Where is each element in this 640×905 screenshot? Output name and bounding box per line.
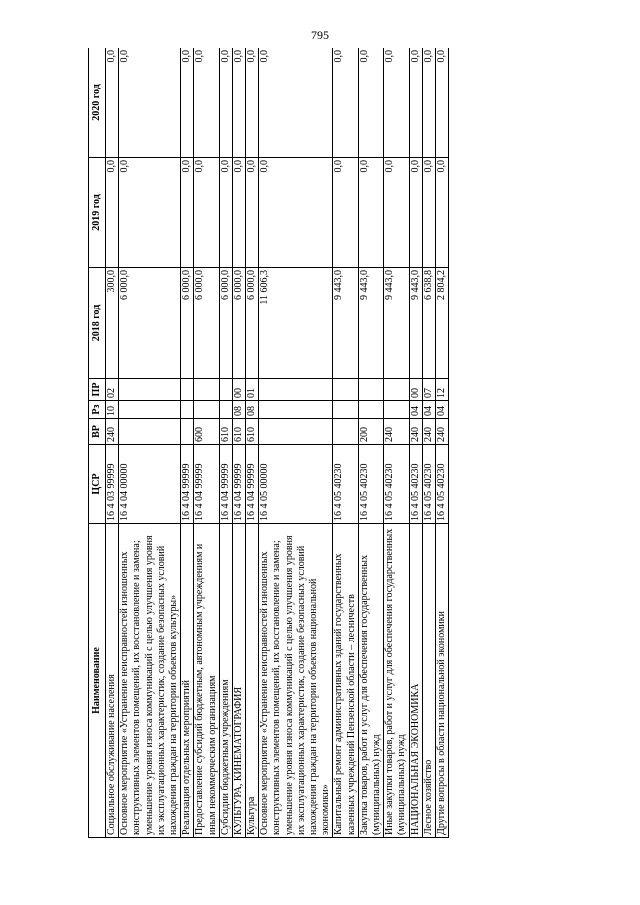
table-row <box>219 48 232 838</box>
cell-name: Иные закупки товаров, работ и услуг для обеспечения государственных (муниципальных) нужд <box>384 524 409 838</box>
table-row <box>409 48 422 838</box>
cell-2019: 0,0 <box>119 158 181 268</box>
cell-pr <box>259 379 333 401</box>
cell-2019: 0,0 <box>246 158 259 268</box>
cell-rz <box>333 401 358 419</box>
table-row <box>181 48 194 838</box>
table-row <box>106 48 119 838</box>
cell-vr: 200 <box>358 419 383 445</box>
cell-pr <box>384 379 409 401</box>
cell-rz: 08 <box>232 401 245 419</box>
cell-rz: 04 <box>435 401 448 419</box>
header-rz: Рз <box>89 401 106 419</box>
cell-csr: 16 4 04 99999 <box>219 445 232 524</box>
table-row <box>422 48 435 838</box>
cell-vr: 240 <box>384 419 409 445</box>
cell-pr <box>333 379 358 401</box>
cell-name: Капитальный ремонт административных зданий государственных казенных учреждений Пензенской области – лесничеств <box>333 524 358 838</box>
table-row <box>384 48 409 838</box>
cell-2020: 0,0 <box>106 48 119 158</box>
cell-2018: 9 443,0 <box>409 268 422 379</box>
cell-2018: 9 443,0 <box>384 268 409 379</box>
cell-vr <box>259 419 333 445</box>
cell-2019: 0,0 <box>333 158 358 268</box>
cell-csr: 16 4 05 00000 <box>259 445 333 524</box>
table-row <box>119 48 181 838</box>
cell-pr <box>119 379 181 401</box>
cell-csr: 16 4 03 99999 <box>106 445 119 524</box>
cell-pr: 00 <box>232 379 245 401</box>
cell-2018: 6 000,0 <box>119 268 181 379</box>
cell-csr: 16 4 05 40230 <box>358 445 383 524</box>
header-2020: 2020 год <box>89 48 106 158</box>
cell-2019: 0,0 <box>259 158 333 268</box>
cell-2020: 0,0 <box>219 48 232 158</box>
cell-vr <box>119 419 181 445</box>
cell-2018: 2 804,2 <box>435 268 448 379</box>
cell-rz: 04 <box>422 401 435 419</box>
cell-name: Субсидии бюджетным учреждениям <box>219 524 232 838</box>
cell-2020: 0,0 <box>384 48 409 158</box>
cell-2020: 0,0 <box>422 48 435 158</box>
cell-rz: 10 <box>106 401 119 419</box>
cell-name: Лесное хозяйство <box>422 524 435 838</box>
cell-rz <box>358 401 383 419</box>
cell-2019: 0,0 <box>106 158 119 268</box>
table-row <box>333 48 358 838</box>
cell-2019: 0,0 <box>409 158 422 268</box>
cell-pr: 12 <box>435 379 448 401</box>
cell-rz: 04 <box>409 401 422 419</box>
cell-name: Социальное обслуживание населения <box>106 524 119 838</box>
cell-2020: 0,0 <box>246 48 259 158</box>
cell-name: Предоставление субсидий бюджетным, автономным учреждениям и иным некоммерческим организациям <box>194 524 219 838</box>
cell-csr: 16 4 04 99999 <box>232 445 245 524</box>
cell-2018: 300,0 <box>106 268 119 379</box>
cell-vr <box>333 419 358 445</box>
cell-name: Основное мероприятие «Устранение неисправностей изношенных конструктивных элементов помещений, их восстановление и замена; уменьшение уровня износа коммуникаций с целью улучшения уровня их эксплуатационных характеристик, создание безопасных условий нахождения граждан на территории объектов национальной экономики» <box>259 524 333 838</box>
cell-2019: 0,0 <box>194 158 219 268</box>
cell-2020: 0,0 <box>409 48 422 158</box>
cell-2020: 0,0 <box>259 48 333 158</box>
table-body <box>106 48 449 838</box>
cell-vr: 610 <box>246 419 259 445</box>
cell-2019: 0,0 <box>384 158 409 268</box>
cell-pr: 01 <box>246 379 259 401</box>
cell-name: Закупка товаров, работ и услуг для обеспечения государственных (муниципальных) нужд <box>358 524 383 838</box>
cell-2018: 6 000,0 <box>219 268 232 379</box>
cell-csr: 16 4 05 40230 <box>333 445 358 524</box>
cell-pr: 07 <box>422 379 435 401</box>
cell-csr: 16 4 04 99999 <box>194 445 219 524</box>
cell-vr: 610 <box>232 419 245 445</box>
cell-rz <box>219 401 232 419</box>
cell-csr: 16 4 04 99999 <box>246 445 259 524</box>
cell-rz <box>259 401 333 419</box>
cell-vr: 610 <box>219 419 232 445</box>
cell-2020: 0,0 <box>119 48 181 158</box>
cell-name: Реализация отдельных мероприятий <box>181 524 194 838</box>
cell-2020: 0,0 <box>333 48 358 158</box>
cell-2019: 0,0 <box>181 158 194 268</box>
header-pr: ПР <box>89 379 106 401</box>
cell-csr: 16 4 05 40230 <box>422 445 435 524</box>
table-row <box>435 48 448 838</box>
cell-vr: 240 <box>422 419 435 445</box>
cell-2020: 0,0 <box>181 48 194 158</box>
cell-2019: 0,0 <box>435 158 448 268</box>
table-header-row <box>89 48 106 838</box>
cell-vr: 240 <box>409 419 422 445</box>
cell-pr: 02 <box>106 379 119 401</box>
cell-2018: 6 638,8 <box>422 268 435 379</box>
table-row <box>358 48 383 838</box>
cell-2018: 6 000,0 <box>194 268 219 379</box>
cell-csr: 16 4 04 99999 <box>181 445 194 524</box>
cell-csr: 16 4 05 40230 <box>384 445 409 524</box>
cell-rz <box>119 401 181 419</box>
cell-name: НАЦИОНАЛЬНАЯ ЭКОНОМИКА <box>409 524 422 838</box>
cell-vr: 240 <box>435 419 448 445</box>
cell-vr: 600 <box>194 419 219 445</box>
table-row <box>232 48 245 838</box>
cell-2018: 6 000,0 <box>232 268 245 379</box>
cell-rz <box>181 401 194 419</box>
cell-pr <box>194 379 219 401</box>
cell-name: Культура <box>246 524 259 838</box>
cell-rz: 08 <box>246 401 259 419</box>
cell-name: Основное мероприятие «Устранение неисправностей изношенных конструктивных элементов помещений, их восстановление и замена; уменьшение уровня износа коммуникаций с целью улучшения уровня их эксплуатационных характеристик, создание безопасных условий нахождения граждан на территории объектов культуры» <box>119 524 181 838</box>
cell-name: КУЛЬТУРА, КИНЕМАТОГРАФИЯ <box>232 524 245 838</box>
table-row <box>259 48 333 838</box>
cell-2019: 0,0 <box>219 158 232 268</box>
cell-2019: 0,0 <box>358 158 383 268</box>
table-wrapper <box>88 48 563 838</box>
cell-2019: 0,0 <box>422 158 435 268</box>
cell-2018: 9 443,0 <box>358 268 383 379</box>
cell-pr: 00 <box>409 379 422 401</box>
page-number: 795 <box>311 28 329 42</box>
cell-2018: 11 606,3 <box>259 268 333 379</box>
cell-csr: 16 4 05 40230 <box>435 445 448 524</box>
cell-pr <box>219 379 232 401</box>
header-csr: ЦСР <box>89 445 106 524</box>
cell-vr: 240 <box>106 419 119 445</box>
cell-csr: 16 4 04 00000 <box>119 445 181 524</box>
header-vr: ВР <box>89 419 106 445</box>
cell-2018: 6 000,0 <box>181 268 194 379</box>
cell-rz <box>384 401 409 419</box>
cell-2018: 6 000,0 <box>246 268 259 379</box>
cell-rz <box>194 401 219 419</box>
cell-2020: 0,0 <box>358 48 383 158</box>
cell-2020: 0,0 <box>194 48 219 158</box>
rotated-table-area <box>88 48 563 838</box>
table-row <box>246 48 259 838</box>
header-name: Наименование <box>89 524 106 838</box>
table-row <box>194 48 219 838</box>
cell-pr <box>358 379 383 401</box>
cell-2020: 0,0 <box>232 48 245 158</box>
cell-2020: 0,0 <box>435 48 448 158</box>
cell-csr: 16 4 05 40230 <box>409 445 422 524</box>
cell-pr <box>181 379 194 401</box>
budget-table <box>88 48 449 838</box>
header-2019: 2019 год <box>89 158 106 268</box>
cell-name: Другие вопросы в области национальной экономики <box>435 524 448 838</box>
header-2018: 2018 год <box>89 268 106 379</box>
cell-2018: 9 443,0 <box>333 268 358 379</box>
cell-2019: 0,0 <box>232 158 245 268</box>
cell-vr <box>181 419 194 445</box>
